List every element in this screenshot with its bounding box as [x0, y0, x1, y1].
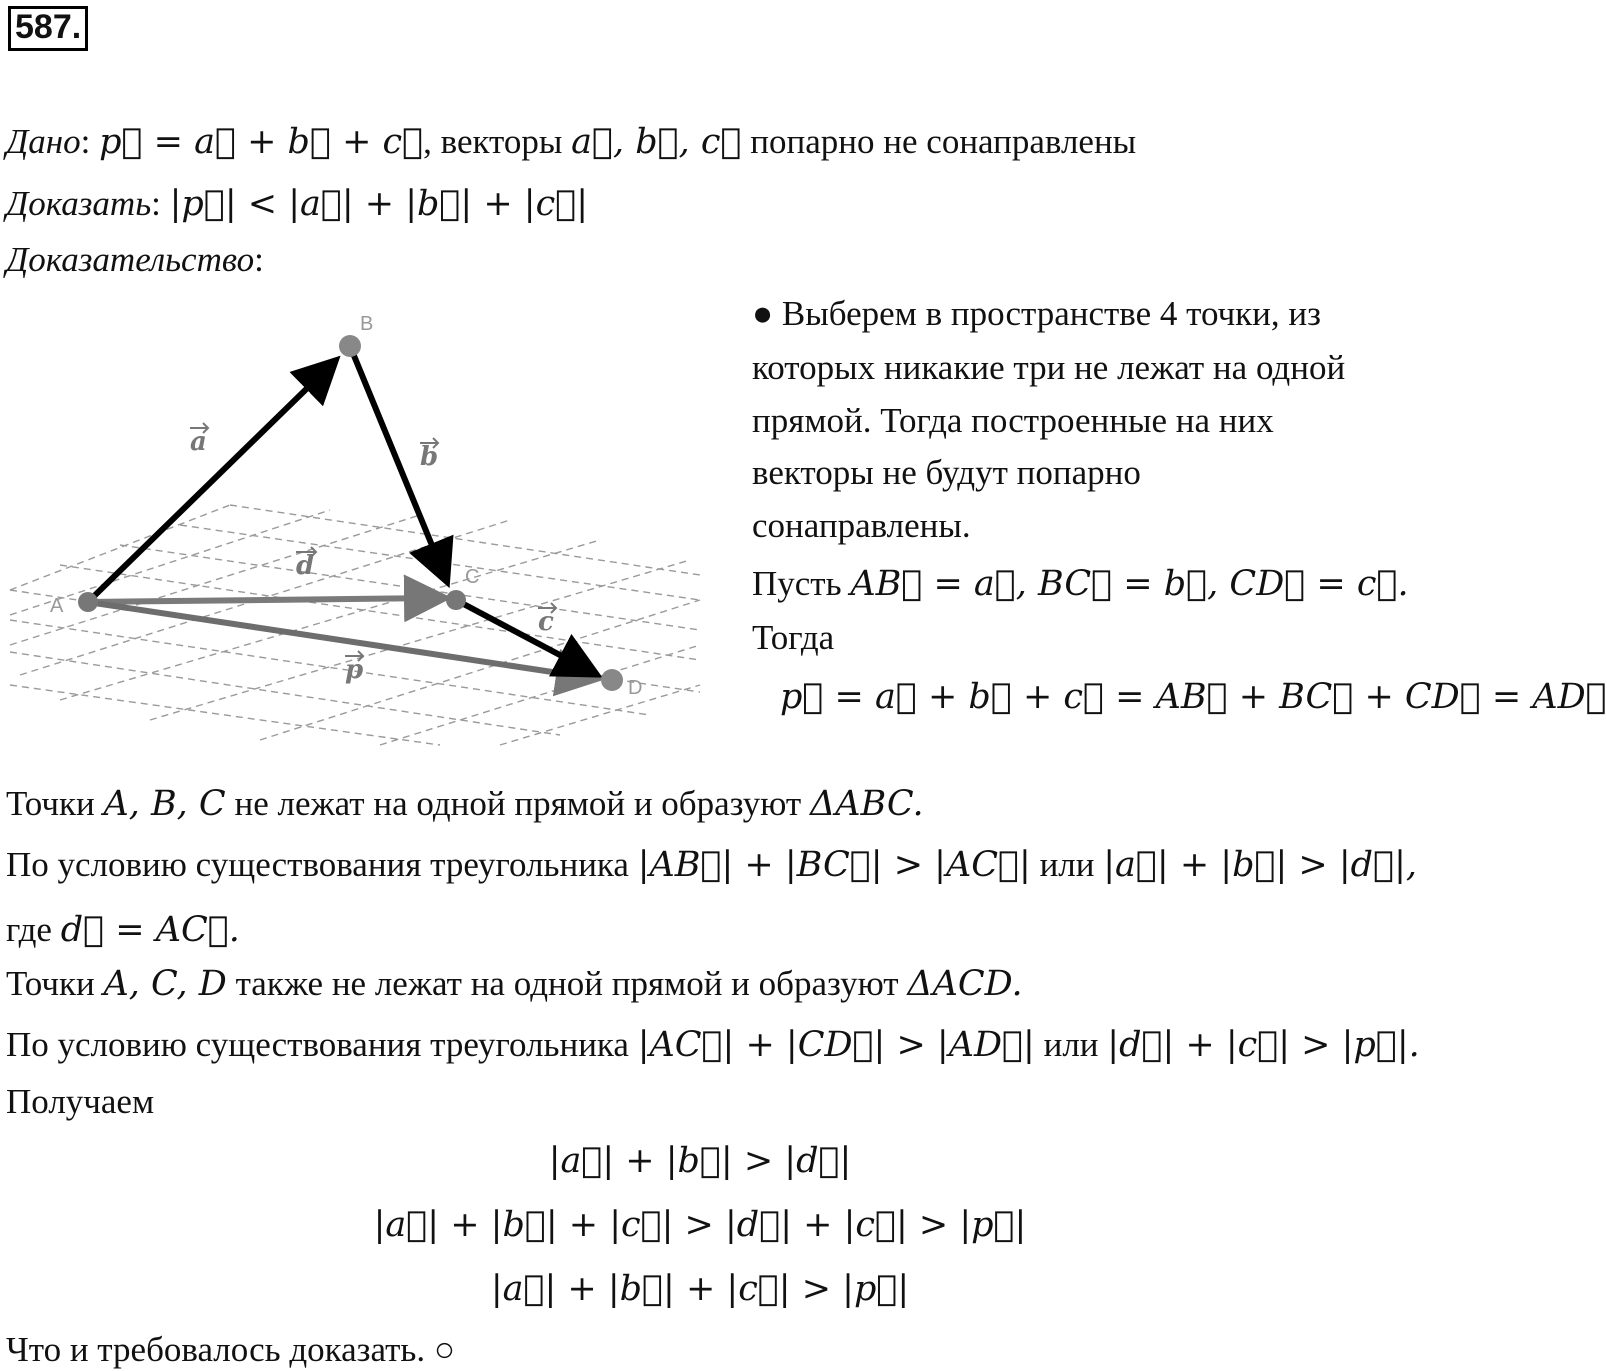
then-formula: p⃗ = a⃗ + b⃗ + c⃗ = AB⃗ + BC⃗ + CD⃗ = AD⃗ [780, 677, 1607, 717]
given-text-before: , векторы [423, 122, 572, 161]
label-vector-a: a [190, 427, 207, 457]
body-line-2 [6, 847, 1417, 883]
problem-number: 587. [8, 6, 88, 51]
body-line-4-text: Точки [6, 964, 104, 1003]
body-line-4 [6, 966, 1023, 1002]
body-line-5-formula2: |d⃗| + |c⃗| > |p⃗|. [1107, 1025, 1420, 1065]
right-line-4: векторы не будут попарно [752, 453, 1141, 492]
label-d-point: D [628, 677, 643, 699]
body-line-1-triangle: ΔABC. [809, 784, 924, 824]
body-line-5-formula: |AC⃗| + |CD⃗| > |AD⃗| [637, 1025, 1035, 1065]
given-line: Дано: p⃗ = a⃗ + b⃗ + c⃗, векторы a⃗, b⃗, c⃗ попарно не сонаправлены [6, 122, 1137, 162]
body-line-6: Получаем [6, 1082, 155, 1121]
proof-label-line: Доказательство: [6, 240, 264, 279]
point-a [78, 592, 98, 612]
body-line-3-formula: d⃗ = AC⃗. [60, 910, 240, 950]
body-line-4-points: A, C, D [103, 964, 227, 1004]
body-line-4-triangle: ΔACD. [907, 964, 1023, 1004]
label-b-point: B [360, 313, 374, 335]
label-vector-p: p [345, 655, 364, 685]
body-line-1-rest: не лежат на одной прямой и образуют [225, 784, 810, 823]
body-line-2-formula: |AB⃗| + |BC⃗| > |AC⃗| [637, 845, 1031, 885]
vector-p [88, 602, 592, 678]
result-eq-3: |a⃗| + |b⃗| + |c⃗| > |p⃗| [490, 1269, 910, 1309]
prove-line: Доказать: |p⃗| < |a⃗| + |b⃗| + |c⃗| [6, 184, 588, 224]
body-line-1-text: Точки [6, 784, 104, 823]
right-line-5: сонаправлены. [752, 506, 971, 545]
proof-label: Доказательство [6, 240, 255, 279]
point-d [601, 669, 623, 691]
result-eq-2: |a⃗| + |b⃗| + |c⃗| > |d⃗| + |c⃗| > |p⃗| [373, 1205, 1027, 1245]
label-vector-d: d [296, 551, 315, 581]
point-c [446, 590, 466, 610]
right-line-3: прямой. Тогда построенные на них [752, 401, 1274, 440]
body-line-1-points: A, B, C [103, 784, 226, 824]
given-vectors: a⃗, b⃗, c⃗ [571, 122, 742, 162]
right-line-2: которых никакие три не лежат на одной [752, 348, 1346, 387]
body-line-2-text: По условию существования треугольника [6, 845, 638, 884]
body-line-3-text: где [6, 910, 61, 949]
label-vector-b: b [420, 442, 439, 472]
conclusion: Что и требовалось доказать. ○ [6, 1330, 456, 1369]
body-line-4-rest: также не лежат на одной прямой и образуют [226, 964, 908, 1003]
vector-figure [0, 300, 710, 750]
label-c-point: C [465, 566, 480, 588]
body-line-2-formula2: |a⃗| + |b⃗| > |d⃗|, [1103, 845, 1417, 885]
result-eq-1: |a⃗| + |b⃗| > |d⃗| [548, 1141, 852, 1181]
vector-d [88, 598, 440, 602]
point-b [339, 335, 361, 357]
body-line-5-text: По условию существования треугольника [6, 1025, 638, 1064]
label-a-point: A [50, 595, 64, 617]
body-line-2-or: или [1030, 845, 1104, 884]
let-formula: AB⃗ = a⃗, BC⃗ = b⃗, CD⃗ = c⃗. [850, 564, 1409, 604]
prove-label: Доказать [6, 184, 152, 223]
body-line-3 [6, 912, 240, 948]
right-line-1: ● Выберем в пространстве 4 точки, из [752, 294, 1321, 333]
let-line [752, 566, 1409, 602]
body-line-5 [6, 1027, 1420, 1063]
body-line-1 [6, 786, 924, 822]
given-label: Дано [6, 122, 81, 161]
prove-formula: |p⃗| < |a⃗| + |b⃗| + |c⃗| [169, 184, 588, 224]
given-formula: p⃗ = a⃗ + b⃗ + c⃗ [99, 122, 424, 162]
grid-plane [10, 505, 700, 745]
then-label: Тогда [752, 618, 835, 657]
body-line-5-or: или [1034, 1025, 1108, 1064]
let-prefix: Пусть [752, 564, 851, 603]
given-text-after: попарно не сонаправлены [741, 122, 1137, 161]
label-vector-c: c [538, 607, 554, 637]
